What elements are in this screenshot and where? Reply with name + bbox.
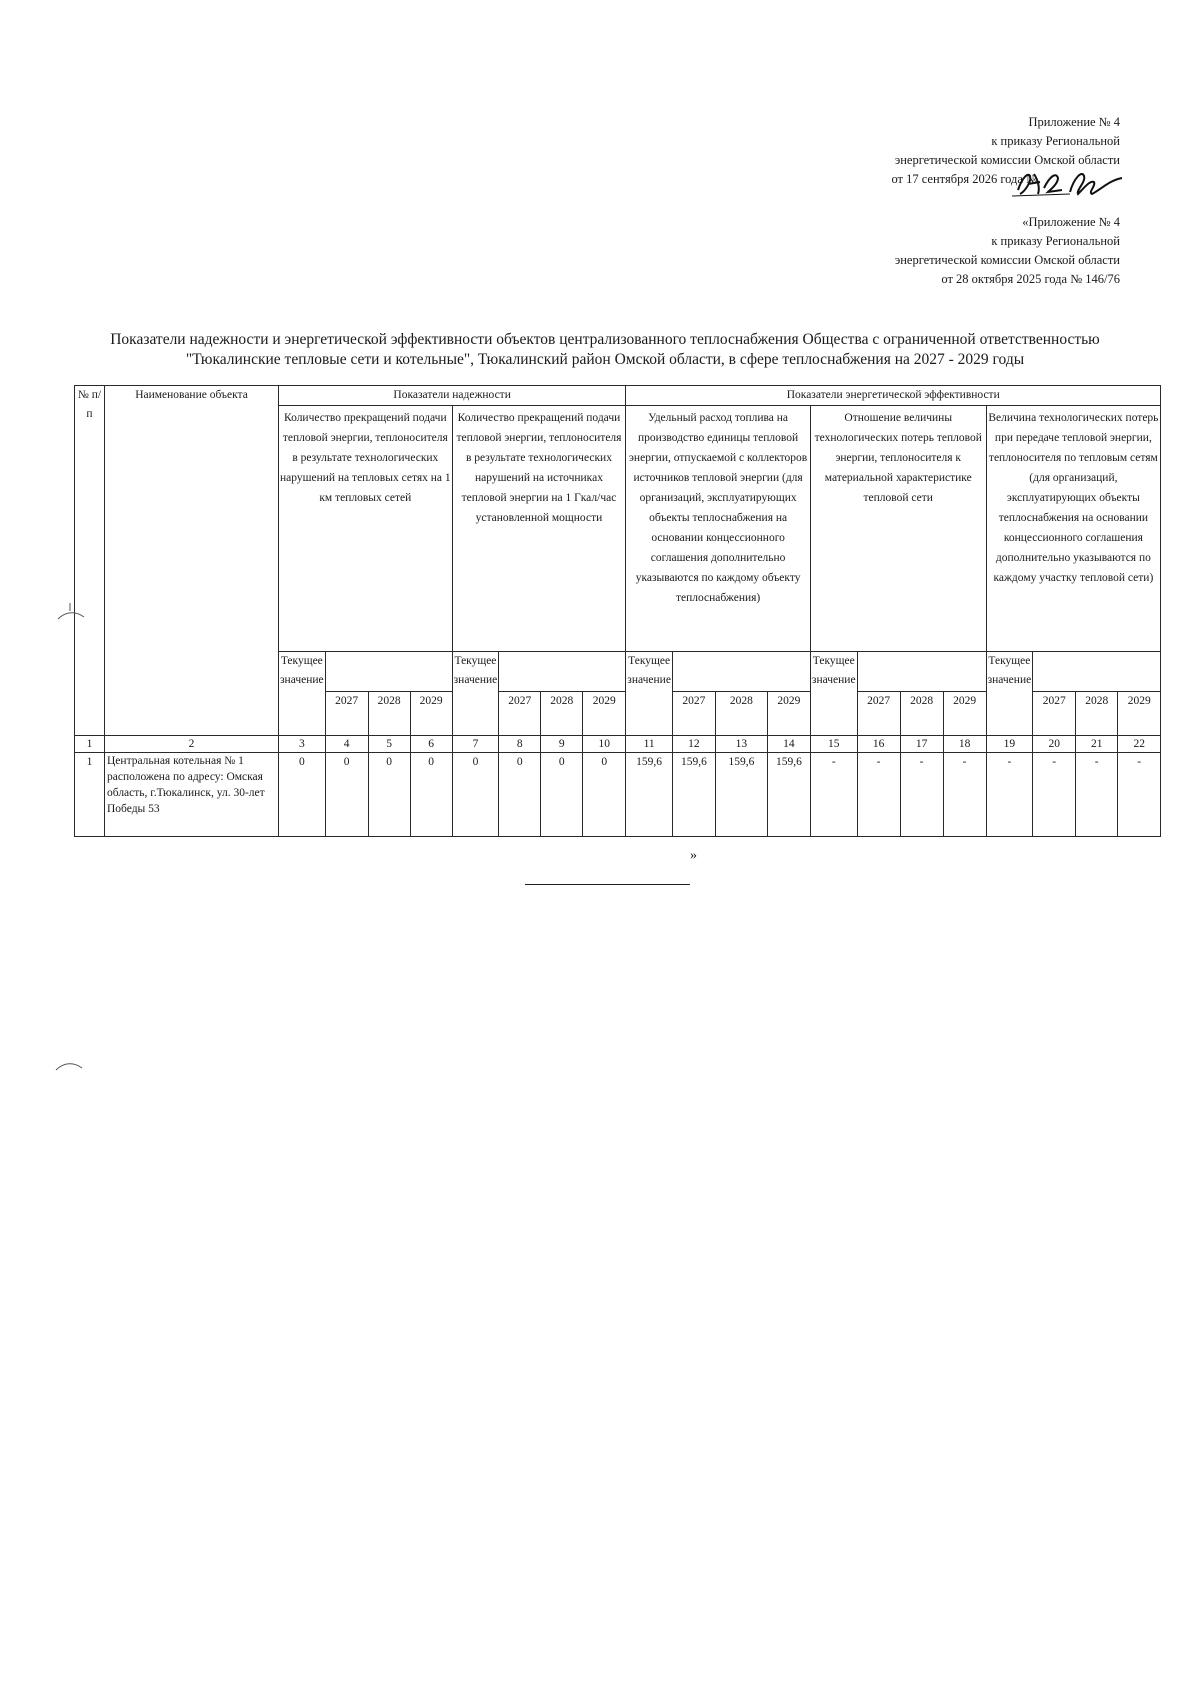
year-header: 2027 [499,692,541,736]
margin-pen-mark [54,1060,84,1072]
value-cell: 159,6 [626,753,673,837]
column-number: 16 [857,736,900,753]
indicator-header-fuel-consumption: Удельный расход топлива на производство единицы тепловой энергии, отпускаемой с коллекторов источников тепловой энергии (для организаций, эксплуатирующих объекты теплоснабжения на основании концессионного соглашения дополнительно указываются по каждому объекту теплоснабжения) [626,406,811,652]
year-header: 2029 [943,692,986,736]
column-number: 2 [105,736,279,753]
value-cell: 0 [279,753,326,837]
year-header: 2029 [410,692,452,736]
value-cell: 159,6 [715,753,767,837]
year-header: 2027 [1033,692,1076,736]
column-number: 19 [986,736,1033,753]
value-cell: - [810,753,857,837]
indicator-header-loss-ratio: Отношение величины технологических потерь тепловой энергии, теплоносителя к материальной характеристике тепловой сети [810,406,986,652]
indicator-header-source-interruptions: Количество прекращений подачи тепловой энергии, теплоносителя в результате технологических нарушений на источниках тепловой энергии на 1 Гкал/час установленной мощности [452,406,626,652]
value-cell: 159,6 [672,753,715,837]
value-cell: - [857,753,900,837]
value-cell: 0 [368,753,410,837]
group-header-efficiency: Показатели энергетической эффективности [626,386,1161,406]
margin-pen-mark [56,603,86,623]
year-header: 2029 [583,692,626,736]
column-number: 14 [767,736,810,753]
year-header: 2027 [857,692,900,736]
col-header-name: Наименование объекта [105,386,279,736]
column-number: 15 [810,736,857,753]
title-line: "Тюкалинские тепловые сети и котельные", Тюкалинский район Омской области, в сфере теплоснабжения на 2027 - 2029 годы [185,351,1025,368]
attachment-line: к приказу Региональной [991,134,1120,148]
column-number: 10 [583,736,626,753]
column-number: 9 [541,736,583,753]
row-number: 1 [75,753,105,837]
column-number: 3 [279,736,326,753]
current-value-header: Текущее значение [986,652,1033,736]
attachment-line: Приложение № 4 [1028,115,1120,129]
value-cell: 0 [499,753,541,837]
column-number: 12 [672,736,715,753]
column-number: 5 [368,736,410,753]
value-cell: - [900,753,943,837]
year-header: 2028 [900,692,943,736]
current-value-header: Текущее значение [279,652,326,736]
attachment-line: от 28 октября 2025 года № 146/76 [941,272,1120,286]
column-number: 11 [626,736,673,753]
attachment-line: от 17 сентября 2026 года № [891,172,1038,186]
group-header-reliability: Показатели надежности [279,386,626,406]
year-header: 2028 [715,692,767,736]
column-number: 6 [410,736,452,753]
column-number: 7 [452,736,499,753]
year-header: 2028 [541,692,583,736]
value-cell: 0 [410,753,452,837]
value-cell: - [1118,753,1161,837]
value-cell: - [943,753,986,837]
year-header: 2029 [767,692,810,736]
current-value-header: Текущее значение [626,652,673,736]
column-number: 20 [1033,736,1076,753]
current-value-header: Текущее значение [452,652,499,736]
year-header: 2028 [1076,692,1118,736]
column-number-row [75,736,1161,753]
column-number: 18 [943,736,986,753]
object-name: Центральная котельная № 1 расположена по адресу: Омская область, г.Тюкалинск, ул. 30-лет Победы 53 [105,753,279,837]
col-header-no: № п/п [75,386,105,736]
attachment-line: энергетической комиссии Омской области [894,253,1120,267]
year-header: 2027 [325,692,368,736]
value-cell: 0 [583,753,626,837]
attachment-line: энергетической комиссии Омской области [894,153,1120,167]
value-cell: 159,6 [767,753,810,837]
value-cell: - [986,753,1033,837]
years-header-blank [672,652,810,692]
years-header-blank [857,652,986,692]
closing-divider [525,884,690,885]
value-cell: - [1033,753,1076,837]
attachment-line: «Приложение № 4 [1022,215,1120,229]
year-header: 2028 [368,692,410,736]
column-number: 4 [325,736,368,753]
column-number: 8 [499,736,541,753]
years-header-blank [499,652,626,692]
year-header: 2027 [672,692,715,736]
attachment-previous [720,213,1120,289]
current-value-header: Текущее значение [810,652,857,736]
column-number: 1 [75,736,105,753]
indicators-table [74,385,1161,837]
value-cell: 0 [541,753,583,837]
value-cell: 0 [452,753,499,837]
column-number: 22 [1118,736,1161,753]
column-number: 21 [1076,736,1118,753]
years-header-blank [1033,652,1161,692]
handwritten-order-number-signature [1010,166,1128,204]
closing-quote: » [690,848,697,863]
year-header: 2029 [1118,692,1161,736]
indicator-header-network-interruptions: Количество прекращений подачи тепловой энергии, теплоносителя в результате технологических нарушений на тепловых сетях на 1 км тепловых сетей [279,406,453,652]
title-line: Показатели надежности и энергетической эффективности объектов централизованного теплоснабжения Общества с ограниченной ответственностью [110,331,1100,348]
years-header-blank [325,652,452,692]
value-cell: - [1076,753,1118,837]
column-number: 17 [900,736,943,753]
value-cell: 0 [325,753,368,837]
attachment-line: к приказу Региональной [991,234,1120,248]
table-row [75,753,1161,837]
indicator-header-technological-losses: Величина технологических потерь при передаче тепловой энергии, теплоносителя по тепловым сетям (для организаций, эксплуатирующих объекты теплоснабжения на основании концессионного соглашения дополнительно указываются по каждому участку тепловой сети) [986,406,1161,652]
column-number: 13 [715,736,767,753]
document-title [70,330,1140,370]
